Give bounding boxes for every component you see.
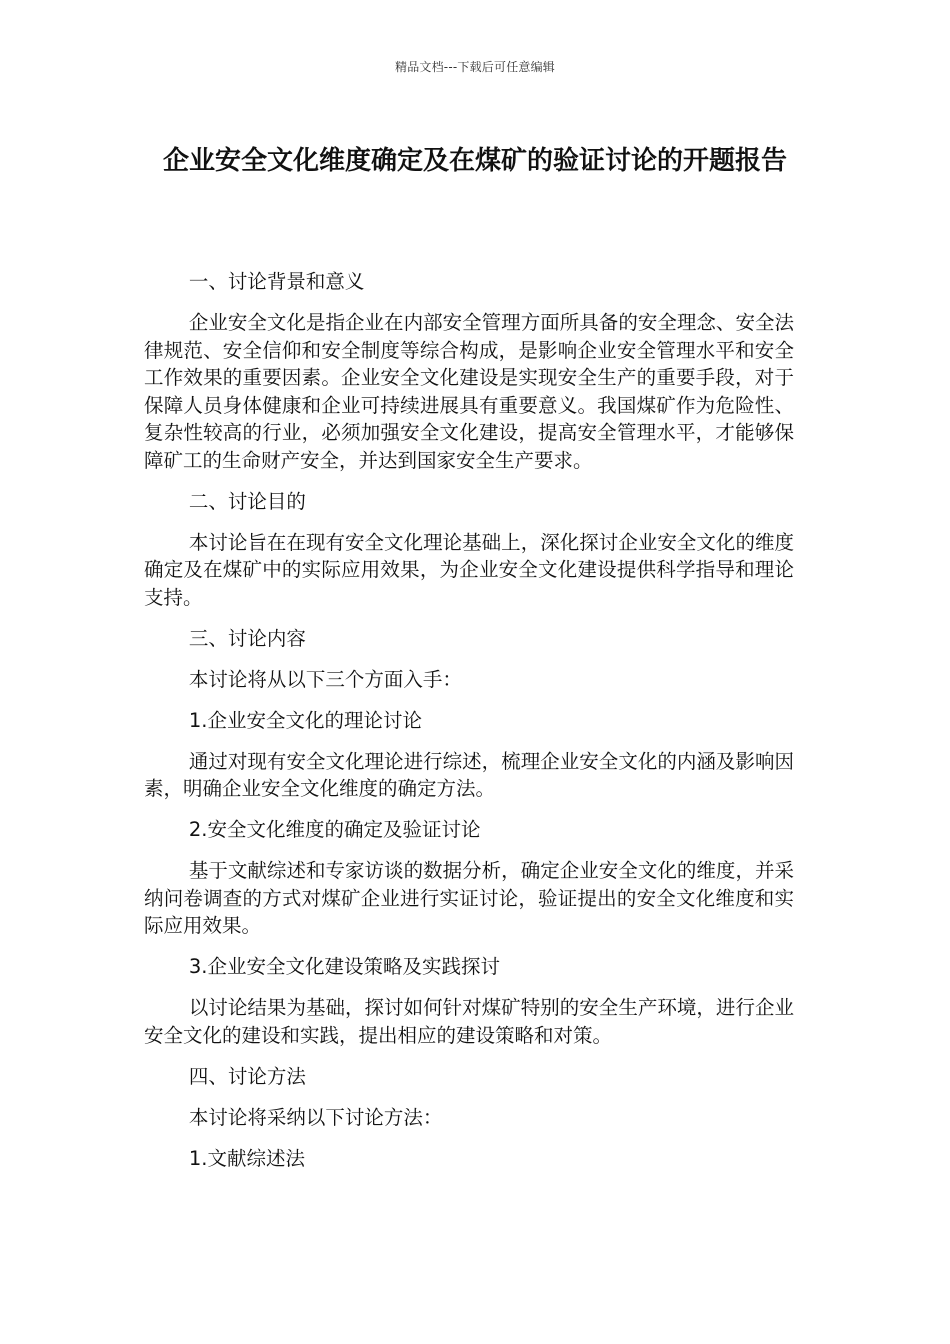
subheading-theory: 1.企业安全文化的理论讨论 xyxy=(188,708,422,732)
paragraph-method-intro: 本讨论将采纳以下讨论方法： xyxy=(188,1105,443,1129)
paragraph-content-intro: 本讨论将从以下三个方面入手： xyxy=(188,667,462,691)
paragraph-strategy: 以讨论结果为基础，探讨如何针对煤矿特别的安全生产环境，进行企业安全文化的建设和实践，提出相应的建设策略和对策。 xyxy=(144,996,794,1047)
document-body xyxy=(144,268,794,1186)
section-heading-content: 三、讨论内容 xyxy=(188,626,306,650)
subheading-dimension: 2.安全文化维度的确定及验证讨论 xyxy=(188,818,481,841)
subheading-strategy: 3.企业安全文化建设策略及实践探讨 xyxy=(188,955,500,978)
paragraph-theory: 通过对现有安全文化理论进行综述，梳理企业安全文化的内涵及影响因素，明确企业安全文化维度的确定方法。 xyxy=(144,749,794,800)
section-heading-purpose: 二、讨论目的 xyxy=(188,489,306,513)
header-note: 精品文档---下载后可任意编辑 xyxy=(395,60,555,74)
paragraph-background: 企业安全文化是指企业在内部安全管理方面所具备的安全理念、安全法律规范、安全信仰和安全制度等综合构成，是影响企业安全管理水平和安全工作效果的重要因素。企业安全文化建设是实现安全生产的重要手段，对于保障人员身体健康和企业可持续进展具有重要意义。我国煤矿作为危险性、复杂性较高的行业，必须加强安全文化建设，提高安全管理水平，才能够保障矿工的生命财产安全，并达到国家安全生产要求。 xyxy=(144,311,794,472)
paragraph-dimension: 基于文献综述和专家访谈的数据分析，确定企业安全文化的维度，并采纳问卷调查的方式对煤矿企业进行实证讨论，验证提出的安全文化维度和实际应用效果。 xyxy=(144,859,794,937)
subheading-literature-review: 1.文献综述法 xyxy=(188,1146,305,1170)
document-title: 企业安全文化维度确定及在煤矿的验证讨论的开题报告 xyxy=(162,146,787,176)
paragraph-purpose: 本讨论旨在在现有安全文化理论基础上，深化探讨企业安全文化的维度确定及在煤矿中的实际应用效果，为企业安全文化建设提供科学指导和理论支持。 xyxy=(144,530,794,609)
section-heading-background: 一、讨论背景和意义 xyxy=(188,270,365,293)
section-heading-method: 四、讨论方法 xyxy=(188,1064,306,1088)
